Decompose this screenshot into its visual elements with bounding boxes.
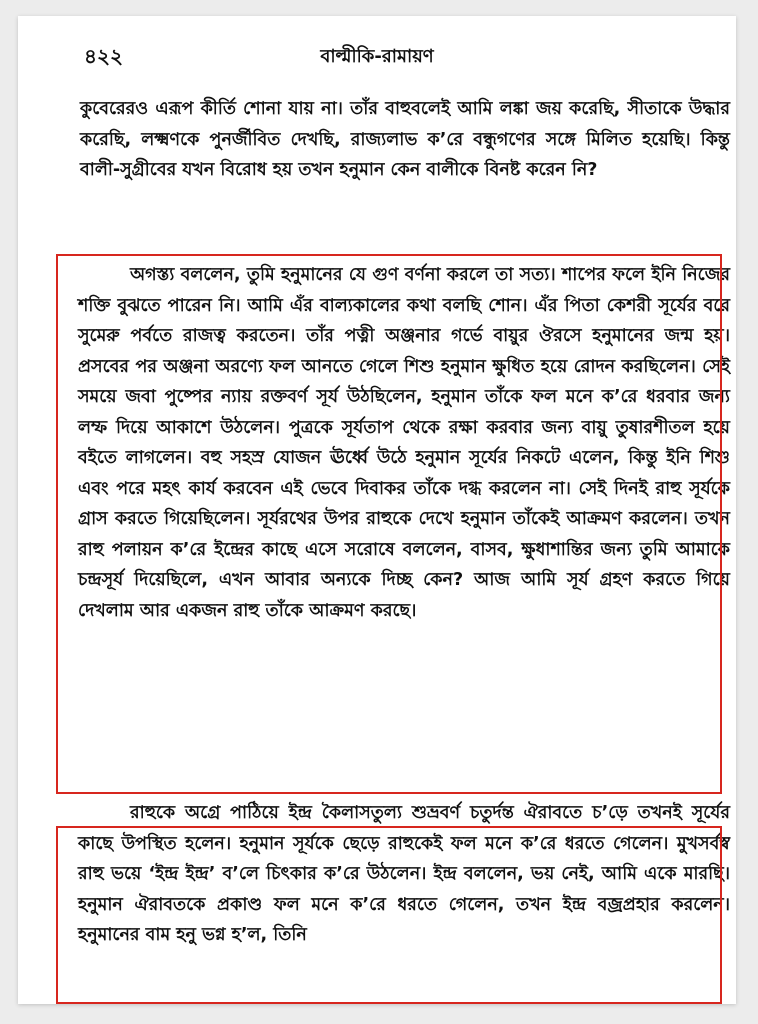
book-page bbox=[18, 16, 736, 1004]
running-title: বাল্মীকি-রামায়ণ bbox=[320, 46, 434, 67]
paragraph-3: রাহুকে অগ্রে পাঠিয়ে ইন্দ্র কৈলাসতুল্য শুভ্রবর্ণ চতুর্দন্ত ঐরাবতে চ’ড়ে তখনই সূর্যের কাছে উপস্থিত হলেন। হনুমান সূর্যকে ছেড়ে রাহুকেই ফল মনে ক’রে ধরতে গেলেন। মুখসর্বস্ব রাহু ভয়ে ‘ইন্দ্র ইন্দ্র’ ব’লে চিৎকার ক’রে উঠলেন। ইন্দ্র বললেন, ভয় নেই, আমি একে মারছি। হনুমান ঐরাবতকে প্রকাণ্ড ফল মনে ক’রে ধরতে গেলেন, তখন ইন্দ্র বজ্রপ্রহার করলেন। হনুমানের বাম হনু ভগ্ন হ’ল, তিনি bbox=[78, 803, 730, 945]
highlight-box-2 bbox=[56, 826, 722, 1004]
page-number: ৪২২ bbox=[84, 44, 123, 68]
page-header bbox=[18, 42, 736, 78]
highlight-box-1 bbox=[56, 254, 722, 794]
paragraph-1: কুবেরেরও এরূপ কীর্তি শোনা যায় না। তাঁর বাহুবলেই আমি লঙ্কা জয় করেছি, সীতাকে উদ্ধার করেছি, লক্ষ্মণকে পুনর্জীবিত দেখছি, রাজ্যলাভ ক’রে বন্ধুগণের সঙ্গে মিলিত হয়েছি। কিন্তু বালী-সুগ্রীবের যখন বিরোধ হয় তখন হনুমান কেন বালীকে বিনষ্ট করেন নি? bbox=[80, 99, 730, 180]
paragraph-2: অগস্ত্য বললেন, তুমি হনুমানের যে গুণ বর্ণনা করলে তা সত্য। শাপের ফলে ইনি নিজের শক্তি বুঝতে পারেন নি। আমি এঁর বাল্যকালের কথা বলছি শোন। এঁর পিতা কেশরী সূর্যের বরে সুমেরু পর্বতে রাজত্ব করতেন। তাঁর পত্নী অঞ্জনার গর্ভে বায়ুর ঔরসে হনুমানের জন্ম হয়। প্রসবের পর অঞ্জনা অরণ্যে ফল আনতে গেলে শিশু হনুমান ক্ষুধিত হয়ে রোদন করছিলেন। সেই সময়ে জবা পুষ্পের ন্যায় রক্তবর্ণ সূর্য উঠছিলেন, হনুমান তাঁকে ফল মনে ক’রে ধরবার জন্য লম্ফ দিয়ে আকাশে উঠলেন। পুত্রকে সূর্যতাপ থেকে রক্ষা করবার জন্য বায়ু তুষারশীতল হয়ে বইতে লাগলেন। বহু সহস্র যোজন ঊর্ধ্বে উঠে হনুমান সূর্যের নিকটে এলেন, কিন্তু ইনি শিশু এবং পরে মহৎ কার্য করবেন এই ভেবে দিবাকর তাঁকে দগ্ধ করলেন না। সেই দিনই রাহু সূর্যকে গ্রাস করতে গিয়েছিলেন। সূর্যরথের উপর রাহুকে দেখে হনুমান তাঁকেই আক্রমণ করলেন। তখন রাহু পলায়ন ক’রে ইন্দ্রের কাছে এসে সরোষে বললেন, বাসব, ক্ষুধাশান্তির জন্য তুমি আমাকে চন্দ্রসূর্য দিয়েছিলে, এখন আবার অন্যকে দিচ্ছ কেন? আজ আমি সূর্য গ্রহণ করতে গিয়ে দেখলাম আর একজন রাহু তাঁকে আক্রমণ করছে। bbox=[78, 265, 730, 621]
